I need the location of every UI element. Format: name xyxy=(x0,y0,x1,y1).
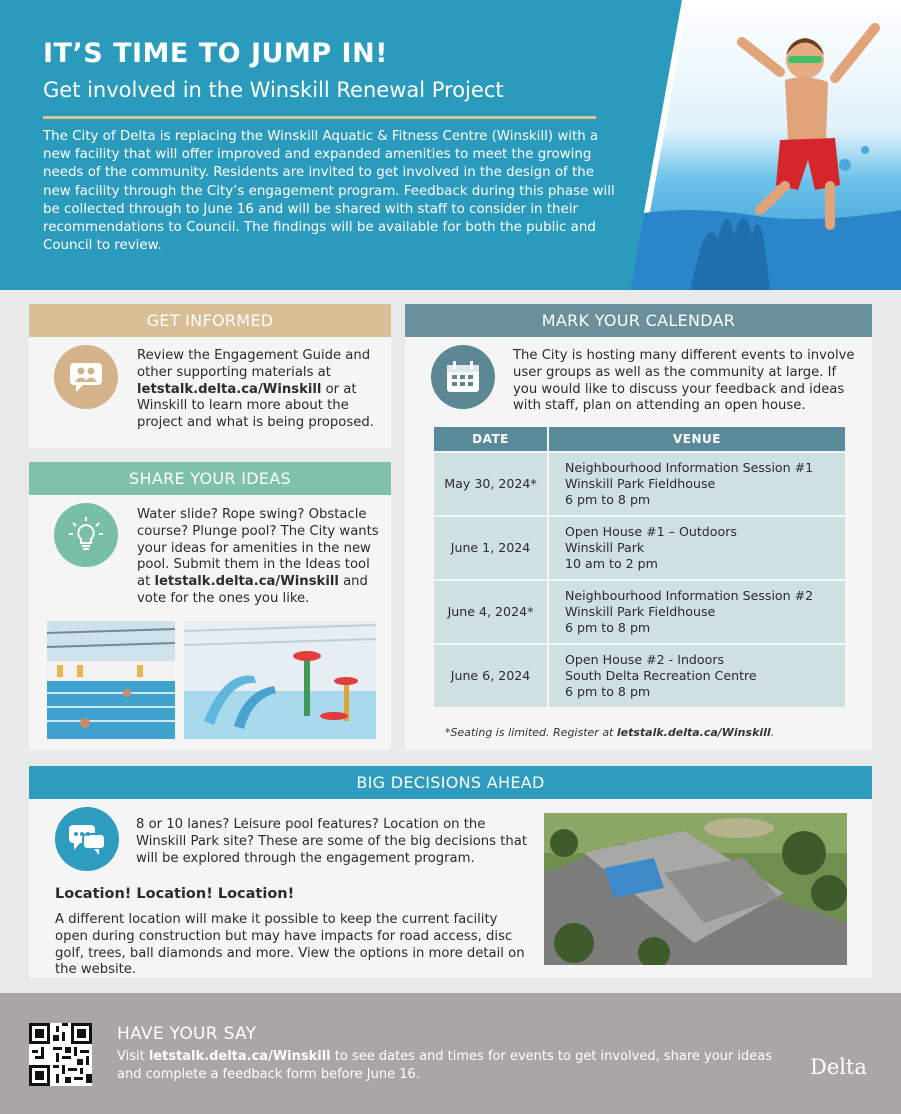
footer-heading: HAVE YOUR SAY xyxy=(117,1024,257,1044)
column-header-date: DATE xyxy=(434,427,547,451)
events-table xyxy=(432,427,847,707)
event-date: June 1, 2024 xyxy=(434,515,547,579)
decisions-intro: 8 or 10 lanes? Leisure pool features? Location on the Winskill Park site? These are some of the big decisions that will be explored through the engagement program. xyxy=(136,817,528,866)
event-time: 6 pm to 8 pm xyxy=(565,684,651,699)
event-place: South Delta Recreation Centre xyxy=(565,668,757,683)
hero-banner xyxy=(0,0,901,290)
calendar-intro: The City is hosting many different events to involve user groups as well as the community at large. If you would like to discuss your feedback and ideas with staff, plan on attending an open house. xyxy=(513,348,855,414)
footer-text xyxy=(117,1048,777,1084)
event-time: 6 pm to 8 pm xyxy=(565,492,651,507)
event-place: Winskill Park Fieldhouse xyxy=(565,604,716,619)
event-venue xyxy=(549,643,845,707)
decisions-body: A different location will make it possible to keep the current facility open during construction but may have impacts for road access, disc golf, trees, ball diamonds and more. View the options in more detail on the website. xyxy=(55,912,525,978)
get-informed-heading: GET INFORMED xyxy=(29,304,391,337)
column-header-venue: VENUE xyxy=(549,427,845,451)
get-informed-text xyxy=(137,348,377,432)
get-informed-link[interactable]: letstalk.delta.ca/Winskill xyxy=(137,381,322,397)
calendar-note-after: . xyxy=(770,726,775,739)
lightbulb-icon xyxy=(54,503,118,567)
footer-link[interactable]: letstalk.delta.ca/Winskill xyxy=(148,1049,331,1064)
share-ideas-text-before: Water slide? Rope swing? Obstacle course? Plunge pool? The City wants your ideas for amenities in the new pool. Submit them in the Ideas tool at xyxy=(137,507,379,590)
get-informed-panel xyxy=(29,304,391,448)
event-venue xyxy=(549,579,845,643)
table-row xyxy=(434,451,845,515)
event-place: Winskill Park xyxy=(565,540,645,555)
decisions-subheading: Location! Location! Location! xyxy=(55,886,295,902)
event-place: Winskill Park Fieldhouse xyxy=(565,476,716,491)
event-date: May 30, 2024* xyxy=(434,451,547,515)
lap-pool-photo xyxy=(47,621,175,739)
footer xyxy=(0,993,901,1114)
page-subtitle: Get involved in the Winskill Renewal Project xyxy=(43,78,504,102)
delta-logo: Delta xyxy=(810,1055,867,1079)
footer-text-after: to see dates and times for events to get involved, share your ideas and complete a feedback form before June 16. xyxy=(117,1049,773,1082)
calendar-note-link[interactable]: letstalk.delta.ca/Winskill xyxy=(616,726,771,739)
intro-paragraph: The City of Delta is replacing the Winskill Aquatic & Fitness Centre (Winskill) with a new facility that will offer improved and expanded amenities to meet the growing needs of the community. Residents are invited to get involved in the design of the new facility through the City’s engagement program. Feedback during this phase will be collected through to June 16 and will be shared with staff to consider in their recommendations to Council. The findings will be available for both the public and Council to review. xyxy=(43,129,615,254)
share-ideas-text xyxy=(137,507,382,608)
calendar-heading: MARK YOUR CALENDAR xyxy=(405,304,872,337)
share-ideas-text-after: and vote for the ones you like. xyxy=(137,574,368,606)
event-title: Neighbourhood Information Session #1 xyxy=(565,460,814,475)
calendar-note xyxy=(445,725,774,742)
event-time: 10 am to 2 pm xyxy=(565,556,658,571)
jumping-child-illustration xyxy=(630,0,901,290)
event-venue xyxy=(549,515,845,579)
event-title: Open House #1 – Outdoors xyxy=(565,524,737,539)
event-title: Neighbourhood Information Session #2 xyxy=(565,588,814,603)
chat-bubbles-icon xyxy=(55,807,119,871)
qr-code-icon[interactable] xyxy=(29,1023,92,1086)
decisions-heading: BIG DECISIONS AHEAD xyxy=(29,766,872,799)
title-divider xyxy=(43,116,596,119)
decisions-panel xyxy=(29,766,872,978)
table-row xyxy=(434,643,845,707)
share-ideas-heading: SHARE YOUR IDEAS xyxy=(29,462,391,495)
calendar-icon xyxy=(431,345,495,409)
get-informed-text-before: Review the Engagement Guide and other supporting materials at xyxy=(137,348,371,380)
people-chat-icon xyxy=(54,345,118,409)
get-informed-text-after: or at Winskill to learn more about the project and what is being proposed. xyxy=(137,381,374,431)
calendar-note-before: *Seating is limited. Register at xyxy=(445,726,614,739)
table-row xyxy=(434,515,845,579)
event-date: June 4, 2024* xyxy=(434,579,547,643)
event-venue xyxy=(549,451,845,515)
event-title: Open House #2 - Indoors xyxy=(565,652,725,667)
event-time: 6 pm to 8 pm xyxy=(565,620,651,635)
hero-photo-jumping-child xyxy=(630,0,901,290)
share-ideas-link[interactable]: letstalk.delta.ca/Winskill xyxy=(154,574,339,590)
footer-text-before: Visit xyxy=(117,1049,145,1064)
leisure-pool-photo xyxy=(184,621,376,739)
event-date: June 6, 2024 xyxy=(434,643,547,707)
page-title: IT’S TIME TO JUMP IN! xyxy=(43,38,388,69)
aerial-facility-photo xyxy=(544,813,847,965)
table-row xyxy=(434,579,845,643)
share-ideas-panel xyxy=(29,462,391,750)
